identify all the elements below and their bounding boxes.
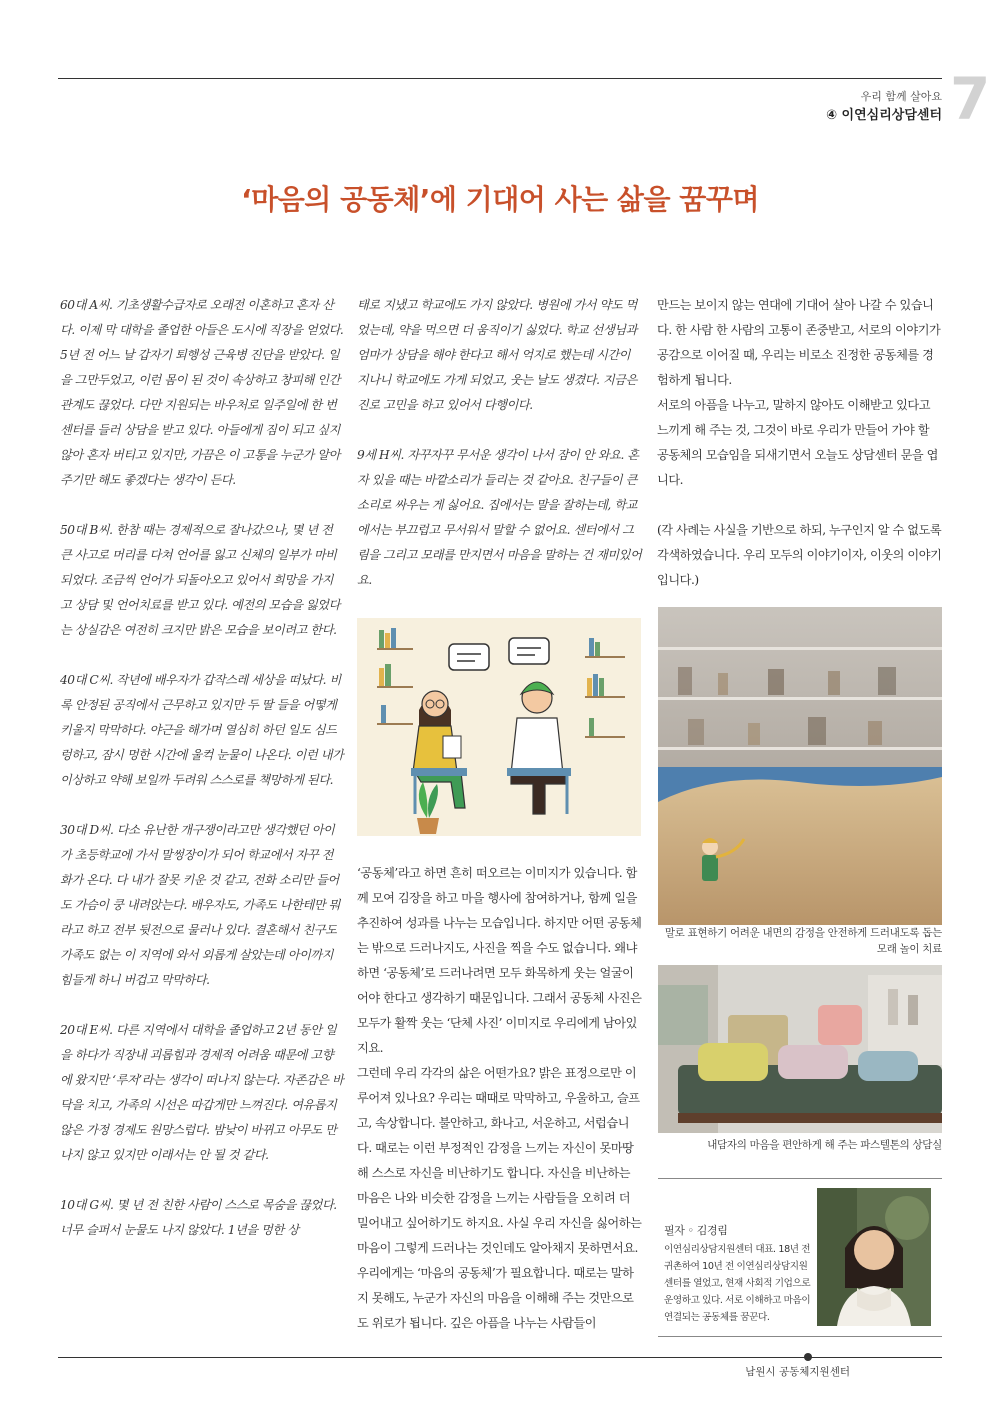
case-c-paragraph: 40대 C씨. 작년에 배우자가 갑작스레 세상을 떠났다. 비록 안정된 공직에서 근무하고 있지만 두 딸 들을 어떻게 키울지 막막하다. 야근을 해가며 열심히 하던 일도 심드렁하고, 잠시 멍한 시간에 울컥 눈물이 나온다. 이런 내가 이상하고 약해 보일까 두려워 스스로를 책망하게 된다.: [60, 673, 344, 787]
counseling-room-photo: [658, 965, 942, 1133]
disclaimer-paragraph: (각 사례는 사실을 기반으로 하되, 누구인지 알 수 없도록 각색하였습니다. 우리 모두의 이야기이자, 이웃의 이야기입니다.): [657, 523, 942, 587]
column-1: [60, 293, 344, 1268]
counseling-illustration: [357, 618, 641, 836]
author-box-top-rule: [658, 1178, 942, 1179]
closing-paragraph-2: 서로의 아픔을 나누고, 말하지 않아도 이해받고 있다고 느끼게 해 주는 것, 그것이 바로 우리가 만들어 가야 할 공동체의 모습임을 되새기면서 오늘도 상담센터 문을 엽니다.: [657, 398, 938, 487]
community-paragraph-2: 그런데 우리 각각의 삶은 어떤가요? 밝은 표정으로만 이루어져 있나요? 우리는 때때로 막막하고, 우울하고, 슬프고, 속상합니다. 불안하고, 화나고, 서운하고, 서럽습니다. 때로는 이런 부정적인 감정을 느끼는 자신이 못마땅해 스스로 자신을 비난하기도 합니다. 자신을 비난하는 마음은 나와 비슷한 감정을 느끼는 사람들을 오히려 더 밀어내고 싶어하기도 하지요. 사실 우리 자신을 싫어하는 마음이 그렇게 드러나는 것인데도 알아채지 못하면서요.: [357, 1066, 642, 1255]
footer-publisher: 남원시 공동체지원센터: [745, 1366, 850, 1378]
author-label: 필자 ◦: [664, 1224, 694, 1237]
case-a-paragraph: 60대 A씨. 기초생활수급자로 오래전 이혼하고 혼자 산다. 이제 막 대학을 졸업한 아들은 도시에 직장을 얻었다. 5년 전 어느 날 갑자기 퇴행성 근육병 진단을 받았다. 일을 그만두었고, 이런 몸이 된 것이 속상하고 창피해 인간관계도 끊었다. 다만 지원되는 바우처로 일주일에 한 번 센터를 들러 상담을 받고 있다. 아들에게 짐이 되고 싶지 않아 혼자 버티고 있지만, 가끔은 이 고통을 누군가 알아주기만 해도 좋겠다는 생각이 든다.: [60, 298, 344, 487]
community-paragraph-1: ‘공동체’라고 하면 흔히 떠오르는 이미지가 있습니다. 함께 모여 김장을 하고 마을 행사에 참여하거나, 함께 일을 추진하여 성과를 나누는 모습입니다. 하지만 어떤 공동체는 밖으로 드러나지도, 사진을 찍을 수도 없습니다. 왜냐하면 ‘공동체’로 드러나려면 모두 화목하게 웃는 얼굴이어야 한다고 생각하기 때문입니다. 그래서 공동체 사진은 모두가 활짝 웃는 ‘단체 사진’ 이미지로 우리에게 남아있지요.: [357, 866, 642, 1055]
community-paragraph-3: 우리에게는 ‘마음의 공동체’가 필요합니다. 때로는 말하지 못해도, 누군가 자신의 마음을 이해해 주는 것만으로도 위로가 됩니다. 깊은 아픔을 나누는 사람들이: [357, 1266, 634, 1330]
case-g-paragraph: 10대 G씨. 몇 년 전 친한 사람이 스스로 목숨을 끊었다. 너무 슬퍼서 눈물도 나지 않았다. 1년을 멍한 상: [60, 1198, 337, 1237]
author-bio: 이연심리상담지원센터 대표. 18년 전 귀촌하여 10년 전 이연심리상담지원센터를 열었고, 현재 사회적 기업으로 운영하고 있다. 서로 이해하고 마음이 연결되는 공동체를 꿈꾼다.: [664, 1244, 811, 1323]
case-e-paragraph: 20대 E씨. 다른 지역에서 대학을 졸업하고 2년 동안 일을 하다가 직장내 괴롭힘과 경제적 어려움 때문에 고향에 왔지만 ‘루저’라는 생각이 떠나지 않는다. 자존감은 바닥을 치고, 가족의 시선은 따갑게만 느껴진다. 여유롭지 않은 가정 경제도 원망스럽다. 밤낮이 바뀌고 아무도 만나지 않고 있지만 이래서는 안 될 것 같다.: [60, 1023, 344, 1162]
column-3: [657, 293, 943, 593]
bottom-dot: [804, 1353, 812, 1361]
header-org: ④ 이연심리상담센터: [826, 108, 942, 123]
author-name: 김경림: [696, 1224, 728, 1237]
closing-paragraph-1: 만드는 보이지 않는 연대에 기대어 살아 나갈 수 있습니다. 한 사람 한 사람의 고통이 존중받고, 서로의 이야기가 공감으로 이어질 때, 우리는 비로소 진정한 공동체를 경험하게 됩니다.: [657, 298, 941, 387]
sandplay-photo: [658, 607, 942, 925]
case-d-paragraph: 30대 D씨. 다소 유난한 개구쟁이라고만 생각했던 아이가 초등학교에 가서 말썽장이가 되어 학교에서 자꾸 전화가 온다. 다 내가 잘못 키운 것 같고, 전화 소리만 들어도 가슴이 쿵 내려앉는다. 배우자도, 가족도 나한테만 뭐라고 하고 전부 뒷전으로 물러나 있다. 결혼해서 친구도 가족도 없는 이 지역에 와서 외롭게 살았는데 아이까지 힘들게 하니 버겁고 막막하다.: [60, 823, 340, 987]
case-g-continued: 태로 지냈고 학교에도 가지 않았다. 병원에 가서 약도 먹었는데, 약을 먹으면 더 움직이기 싫었다. 학교 선생님과 엄마가 상담을 해야 한다고 해서 억지로 했는데 시간이 지나니 학교에도 가게 되었고, 웃는 날도 생겼다. 지금은 진로 고민을 하고 있어서 다행이다.: [357, 298, 637, 412]
header-series: 우리 함께 살아요: [860, 90, 942, 103]
sandplay-caption: 말로 표현하기 어려운 내면의 감정을 안전하게 드러내도록 돕는 모래 놀이 치료: [664, 927, 942, 955]
author-info: [664, 1222, 814, 1326]
headline: ‘마음의 공동체’에 기대어 사는 삶을 꿈꾸며: [241, 183, 759, 216]
page-number: 7: [950, 65, 991, 133]
top-rule: [58, 78, 942, 79]
author-photo: [817, 1188, 931, 1326]
column-2: [357, 293, 643, 1336]
case-b-paragraph: 50대 B씨. 한참 때는 경제적으로 잘나갔으나, 몇 년 전 큰 사고로 머리를 다쳐 언어를 잃고 신체의 일부가 마비되었다. 조금씩 언어가 되돌아오고 있어서 희망을 가지고 상담 및 언어치료를 받고 있다. 예전의 모습을 잃었다는 상실감은 여전히 크지만 밝은 모습을 보이려고 한다.: [60, 523, 340, 637]
author-box-bottom-rule: [658, 1336, 942, 1337]
case-h-paragraph: 9세 H씨. 자꾸자꾸 무서운 생각이 나서 잠이 안 와요. 혼자 있을 때는 바깥소리가 들리는 것 같아요. 친구들이 큰 소리로 싸우는 게 싫어요. 집에서는 말을 잘하는데, 학교에서는 부끄럽고 무서워서 말할 수 없어요. 센터에서 그림을 그리고 모래를 만지면서 마음을 말하는 건 재미있어요.: [357, 448, 642, 587]
counseling-room-caption: 내담자의 마음을 편안하게 해 주는 파스텔톤의 상담실: [707, 1139, 942, 1151]
